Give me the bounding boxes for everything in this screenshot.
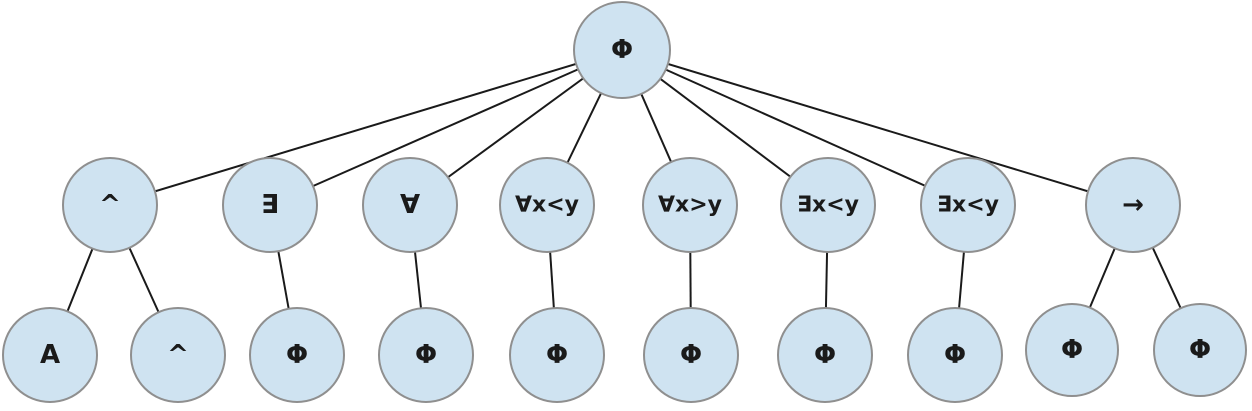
level2-node-6 (778, 308, 872, 402)
level1-node-6 (921, 158, 1015, 252)
level1-node-7-label: → (1122, 190, 1144, 220)
level2-node-1-label: ^ (167, 340, 189, 370)
level2-node-1 (131, 308, 225, 402)
level1-node-6-label: ∃x<y (937, 192, 999, 218)
level1-node-0-label: ^ (99, 190, 121, 220)
level1-node-5-label: ∃x<y (797, 192, 859, 218)
level2-node-5 (644, 308, 738, 402)
level2-node-4-label: Φ (545, 340, 569, 370)
level2-node-7-label: Φ (943, 340, 967, 370)
level1-node-0 (63, 158, 157, 252)
level1-node-3-label: ∀x<y (515, 192, 579, 218)
level1-node-5 (781, 158, 875, 252)
level2-node-9-label: Φ (1188, 335, 1212, 365)
level1-node-3 (500, 158, 594, 252)
level1-node-4 (643, 158, 737, 252)
level1-node-1-label: ∃ (261, 190, 279, 220)
level2-node-8 (1026, 304, 1118, 396)
level2-node-0 (3, 308, 97, 402)
level2-node-2-label: Φ (285, 340, 309, 370)
root-node-label: Φ (610, 35, 634, 65)
level2-node-5-label: Φ (679, 340, 703, 370)
level1-node-2-label: ∀ (399, 190, 421, 220)
level2-node-4 (510, 308, 604, 402)
level1-node-7 (1086, 158, 1180, 252)
level2-node-2 (250, 308, 344, 402)
level2-node-0-label: A (39, 340, 61, 370)
root-node (574, 2, 670, 98)
level2-node-7 (908, 308, 1002, 402)
level2-node-3-label: Φ (414, 340, 438, 370)
level1-node-2 (363, 158, 457, 252)
nodes (3, 2, 1246, 402)
level2-node-6-label: Φ (813, 340, 837, 370)
level1-node-1 (223, 158, 317, 252)
level2-node-3 (379, 308, 473, 402)
level2-node-9 (1154, 304, 1246, 396)
level1-node-4-label: ∀x>y (658, 192, 722, 218)
level2-node-8-label: Φ (1060, 335, 1084, 365)
